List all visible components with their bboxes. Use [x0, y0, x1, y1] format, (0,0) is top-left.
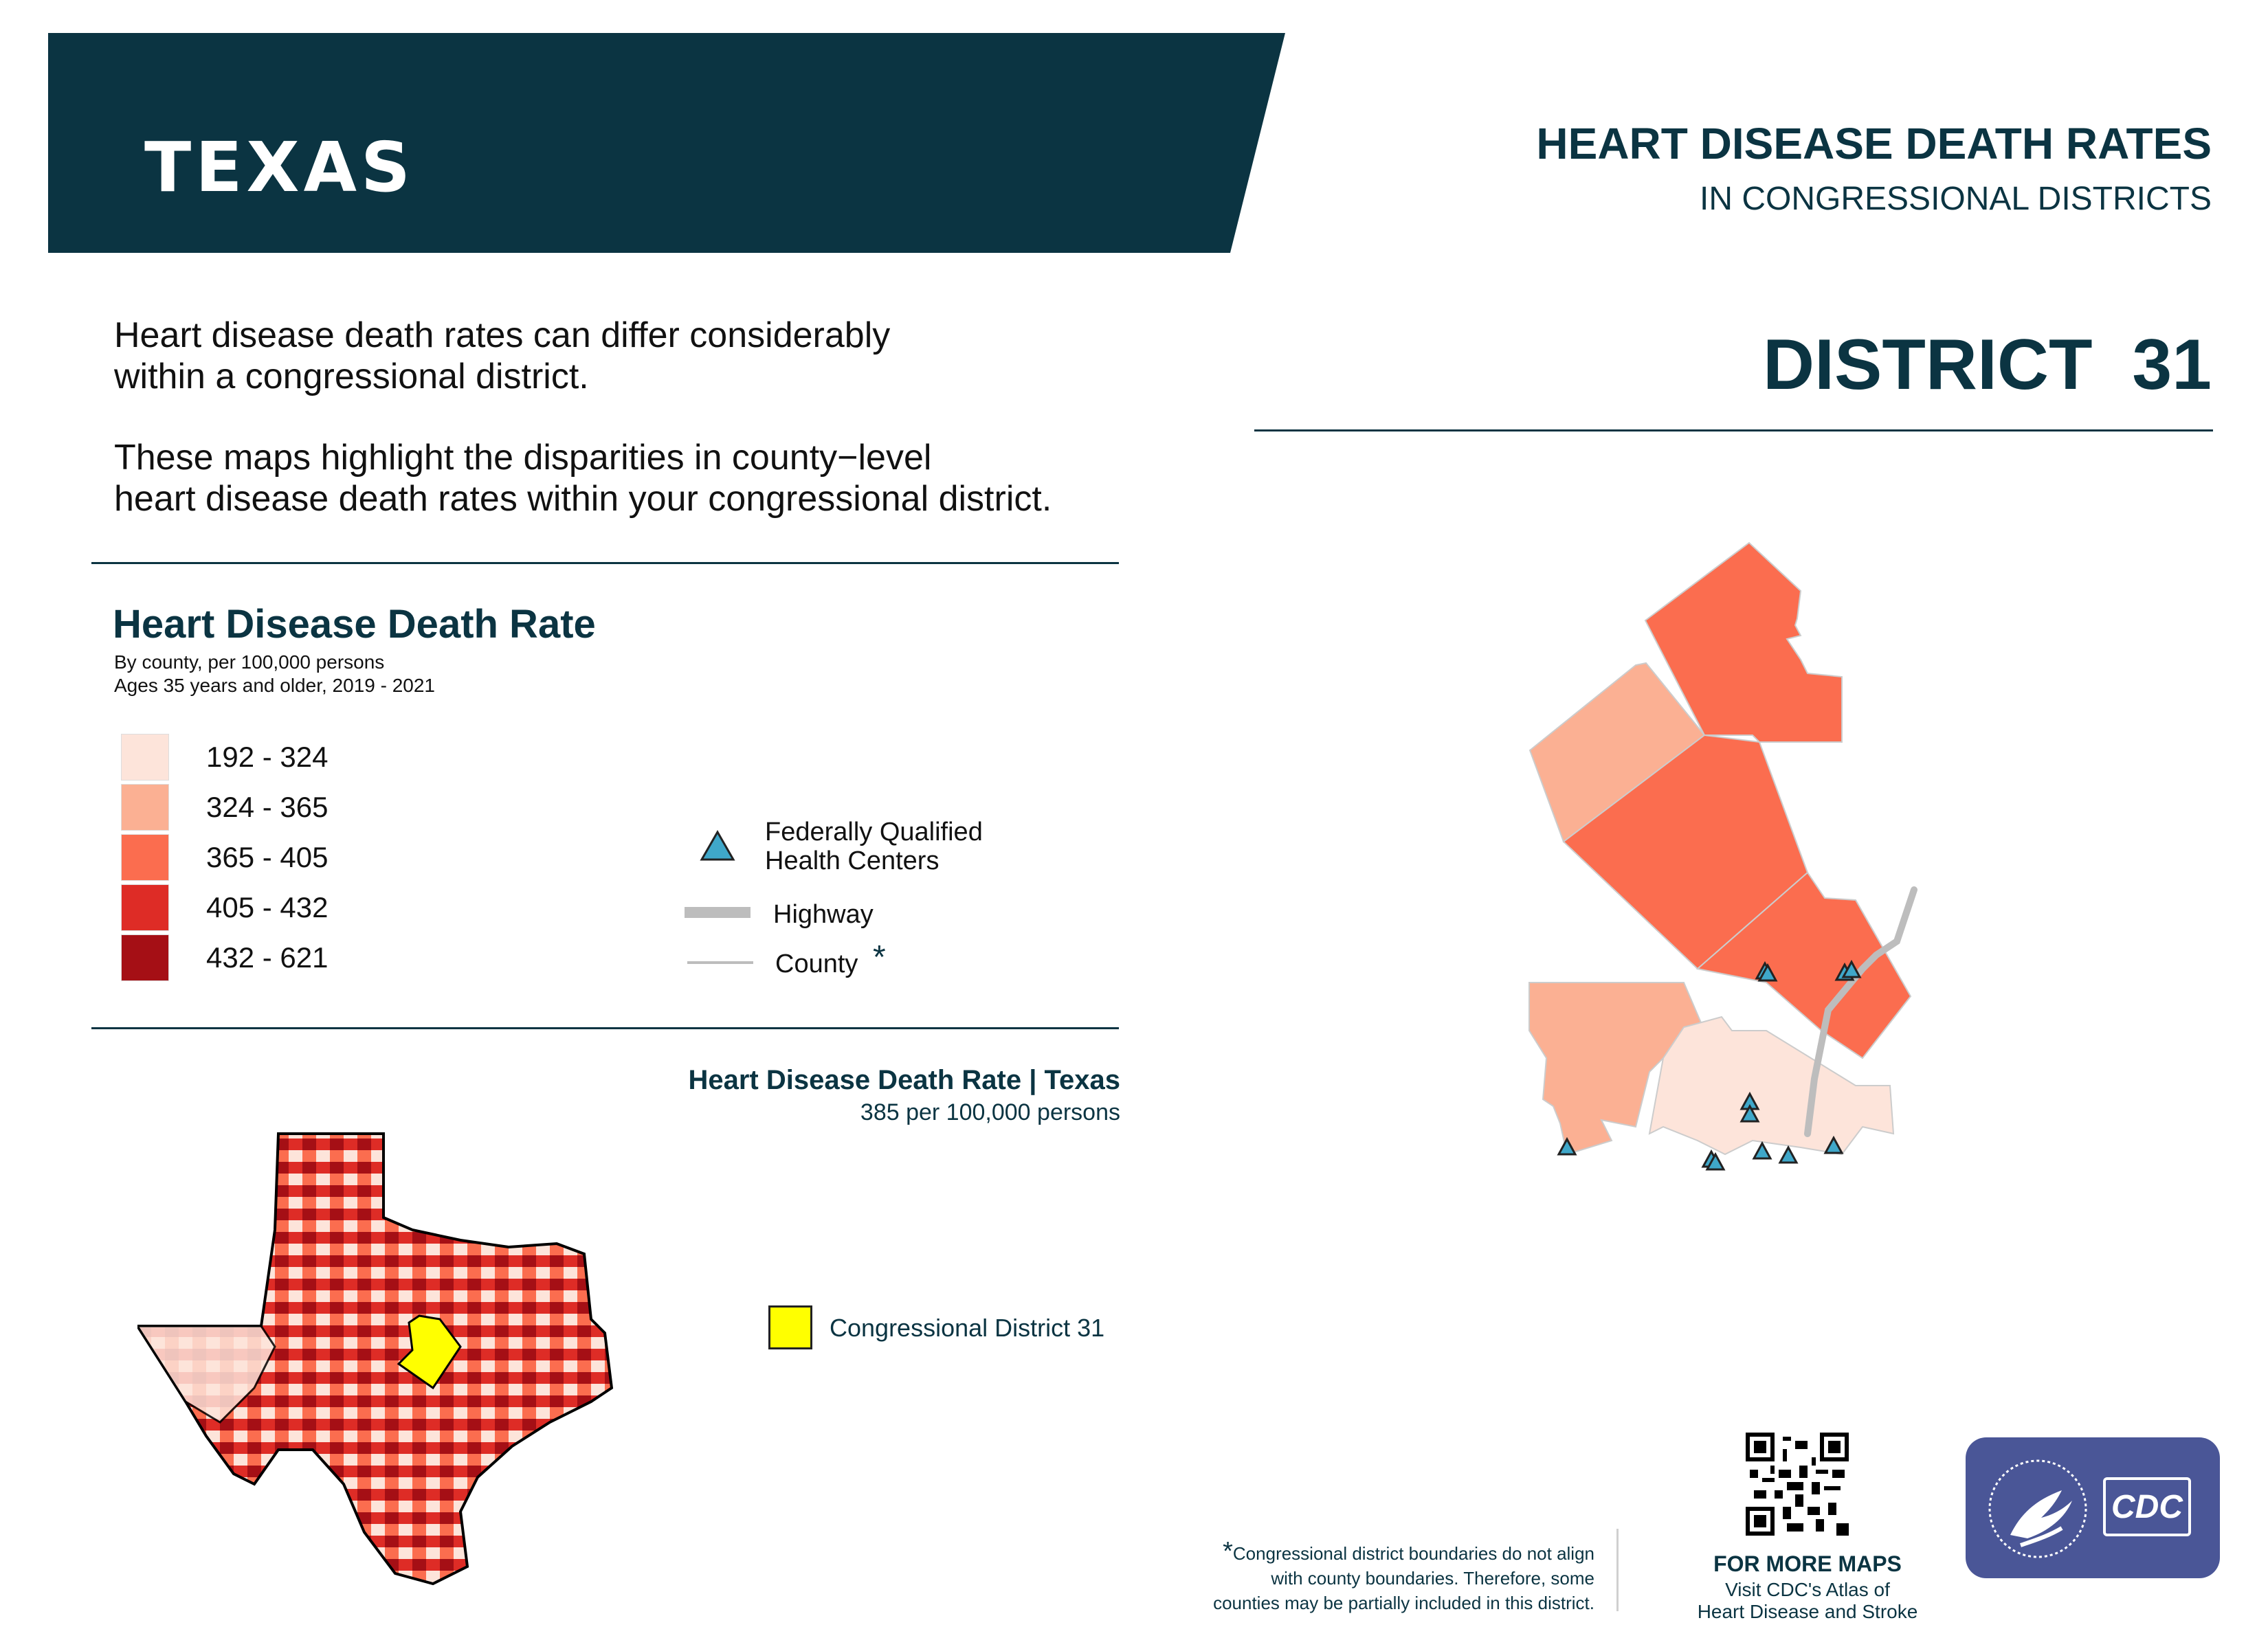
legend-subtitle: Ages 35 years and older, 2019 - 2021 [114, 675, 436, 696]
county-swatch [687, 961, 753, 964]
cdc-logo-text: CDC [2111, 1488, 2183, 1525]
county-label: County [775, 950, 858, 978]
legend-class-label: 192 - 324 [206, 741, 329, 773]
state-rate-value: 385 per 100,000 persons [860, 1099, 1120, 1125]
footnote-line: counties may be partially included in this district. [1213, 1593, 1594, 1613]
highway-swatch [685, 907, 751, 918]
legend-title: Heart Disease Death Rate [113, 602, 596, 647]
more-maps-title: FOR MORE MAPS [1713, 1551, 1902, 1576]
fqhc-label-line: Federally Qualified [765, 818, 983, 846]
legend-subtitle: By county, per 100,000 persons [114, 651, 385, 673]
more-maps-line: Visit CDC's Atlas of [1725, 1579, 1890, 1600]
footnote-line: with county boundaries. Therefore, some [1271, 1568, 1594, 1589]
district-swatch [768, 1305, 812, 1349]
state-rate-title: Heart Disease Death Rate | Texas [688, 1065, 1120, 1095]
page-title: HEART DISEASE DEATH RATES [1536, 119, 2212, 168]
footnote-text: Congressional district boundaries do not align [1232, 1543, 1594, 1564]
divider [91, 1027, 1119, 1029]
fqhc-label-line: Health Centers [765, 846, 940, 875]
intro-line: These maps highlight the disparities in county−level [114, 438, 932, 478]
district-legend-label: Congressional District 31 [830, 1314, 1105, 1342]
qr-code-icon[interactable] [1746, 1433, 1849, 1536]
fqhc-label [765, 818, 983, 875]
footnote-divider [1616, 1529, 1619, 1611]
intro-line: heart disease death rates within your congressional district. [114, 479, 1052, 519]
footnote [1113, 1539, 1594, 1615]
legend-swatch [121, 884, 169, 931]
highway-label: Highway [773, 900, 874, 929]
divider [91, 562, 1119, 564]
county-asterisk: * [873, 939, 886, 976]
legend-class-label: 324 - 365 [206, 791, 329, 823]
legend-swatch [121, 784, 169, 831]
intro-text [114, 437, 1159, 519]
cdc-logo [2103, 1477, 2191, 1536]
triangle-icon [700, 830, 735, 862]
hhs-cdc-logo [1966, 1437, 2220, 1578]
hhs-eagle-icon [1979, 1452, 2096, 1566]
district-title: DISTRICT 31 [1763, 325, 2212, 405]
legend-swatch [121, 834, 169, 881]
legend-swatch [121, 934, 169, 981]
footnote-line [1113, 1539, 1594, 1566]
legend-class-label: 405 - 432 [206, 891, 329, 923]
more-maps-line: Heart Disease and Stroke [1697, 1601, 1918, 1622]
state-name: TEXAS [144, 127, 415, 207]
intro-line: Heart disease death rates can differ considerably [114, 315, 891, 355]
intro-line: within a congressional district. [114, 357, 589, 396]
legend-class-label: 365 - 405 [206, 841, 329, 873]
divider [1254, 429, 2213, 431]
texas-state-map [137, 1127, 632, 1594]
page-subtitle: IN CONGRESSIONAL DISTRICTS [1700, 181, 2212, 217]
district-map [1478, 536, 1959, 1216]
footnote-asterisk: * [1223, 1537, 1233, 1566]
intro-text [114, 315, 1159, 397]
legend-swatch [121, 734, 169, 781]
legend-class-label: 432 - 621 [206, 941, 329, 974]
